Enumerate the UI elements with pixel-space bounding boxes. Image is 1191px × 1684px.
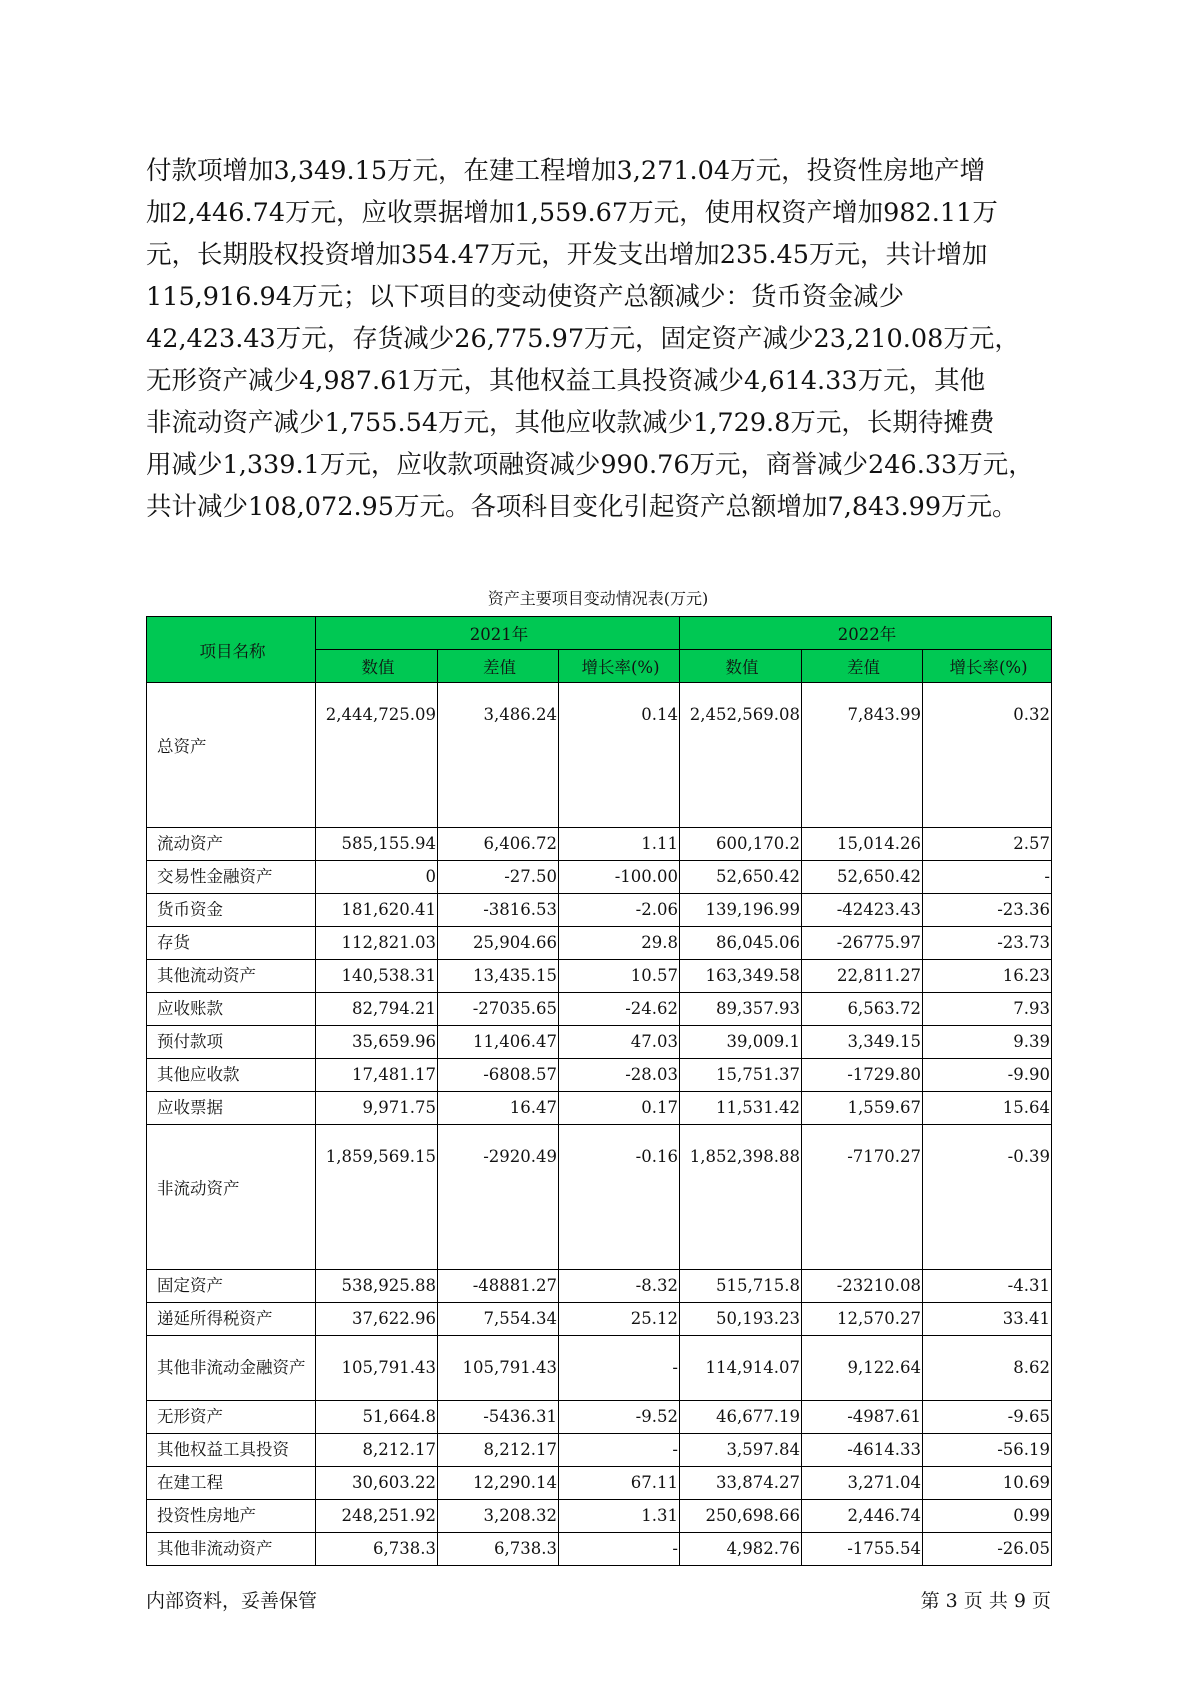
paragraph-line: 非流动资产减少1,755.54万元，其他应收款减少1,729.8万元，长期待摊费 [146, 408, 995, 438]
cell-d21: 6,738.3 [438, 1533, 559, 1566]
row-item-name: 递延所得税资产 [147, 1303, 316, 1336]
cell-g22: 33.41 [923, 1303, 1052, 1336]
row-item-name: 流动资产 [147, 828, 316, 861]
table-row [147, 894, 1052, 927]
table-row [147, 993, 1052, 1026]
row-item-name: 其他权益工具投资 [147, 1434, 316, 1467]
cell-g22: -23.73 [923, 927, 1052, 960]
cell-d22: 15,014.26 [802, 828, 923, 861]
paragraph-line: 共计减少108,072.95万元。各项科目变化引起资产总额增加7,843.99万元。 [146, 492, 1018, 522]
cell-v22: 46,677.19 [680, 1401, 802, 1434]
cell-d21: 105,791.43 [438, 1336, 559, 1401]
cell-g21: - [559, 1336, 680, 1401]
cell-g22: 16.23 [923, 960, 1052, 993]
row-item-name: 应收账款 [147, 993, 316, 1026]
cell-g21: -28.03 [559, 1059, 680, 1092]
cell-g21: 1.11 [559, 828, 680, 861]
cell-v21: 105,791.43 [316, 1336, 438, 1401]
cell-g21: - [559, 1533, 680, 1566]
cell-d22: 9,122.64 [802, 1336, 923, 1401]
cell-v22: 86,045.06 [680, 927, 802, 960]
cell-v21: 2,444,725.09 [316, 683, 438, 828]
row-item-name: 其他非流动金融资产 [147, 1336, 316, 1401]
cell-v21: 181,620.41 [316, 894, 438, 927]
cell-g22: -9.90 [923, 1059, 1052, 1092]
cell-d21: 6,406.72 [438, 828, 559, 861]
cell-g21: 25.12 [559, 1303, 680, 1336]
cell-d22: 2,446.74 [802, 1500, 923, 1533]
cell-g21: -2.06 [559, 894, 680, 927]
cell-d22: 22,811.27 [802, 960, 923, 993]
cell-d22: -23210.08 [802, 1270, 923, 1303]
cell-d21: -48881.27 [438, 1270, 559, 1303]
cell-g22: 2.57 [923, 828, 1052, 861]
cell-v22: 4,982.76 [680, 1533, 802, 1566]
cell-v22: 600,170.2 [680, 828, 802, 861]
cell-d21: 16.47 [438, 1092, 559, 1125]
footer-confidential-note: 内部资料，妥善保管 [146, 1590, 318, 1612]
cell-v22: 3,597.84 [680, 1434, 802, 1467]
cell-v21: 538,925.88 [316, 1270, 438, 1303]
cell-v22: 2,452,569.08 [680, 683, 802, 828]
cell-g22: 15.64 [923, 1092, 1052, 1125]
cell-g22: -23.36 [923, 894, 1052, 927]
cell-v22: 163,349.58 [680, 960, 802, 993]
cell-v21: 0 [316, 861, 438, 894]
cell-d21: 12,290.14 [438, 1467, 559, 1500]
cell-d22: 3,349.15 [802, 1026, 923, 1059]
paragraph-line: 115,916.94万元；以下项目的变动使资产总额减少：货币资金减少 [146, 282, 905, 312]
cell-g21: -9.52 [559, 1401, 680, 1434]
table-row [147, 828, 1052, 861]
cell-g22: - [923, 861, 1052, 894]
table-row [147, 1533, 1052, 1566]
table-row [147, 1434, 1052, 1467]
cell-d22: -26775.97 [802, 927, 923, 960]
cell-d22: 3,271.04 [802, 1467, 923, 1500]
cell-v22: 33,874.27 [680, 1467, 802, 1500]
cell-g22: -56.19 [923, 1434, 1052, 1467]
table-row [147, 1303, 1052, 1336]
header-item-name: 项目名称 [147, 617, 316, 683]
cell-v21: 112,821.03 [316, 927, 438, 960]
cell-v22: 139,196.99 [680, 894, 802, 927]
header-growth-2021: 增长率(%) [559, 650, 680, 683]
cell-v22: 515,715.8 [680, 1270, 802, 1303]
cell-g22: -26.05 [923, 1533, 1052, 1566]
cell-v22: 50,193.23 [680, 1303, 802, 1336]
cell-v21: 585,155.94 [316, 828, 438, 861]
cell-d21: -27035.65 [438, 993, 559, 1026]
cell-v22: 39,009.1 [680, 1026, 802, 1059]
cell-v21: 51,664.8 [316, 1401, 438, 1434]
row-item-name: 其他应收款 [147, 1059, 316, 1092]
row-item-name: 固定资产 [147, 1270, 316, 1303]
table-row [147, 927, 1052, 960]
cell-d21: 7,554.34 [438, 1303, 559, 1336]
cell-d21: -6808.57 [438, 1059, 559, 1092]
paragraph-line: 加2,446.74万元，应收票据增加1,559.67万元，使用权资产增加982.11万 [146, 198, 998, 228]
cell-d22: 12,570.27 [802, 1303, 923, 1336]
header-growth-2022: 增长率(%) [923, 650, 1052, 683]
cell-g22: 0.99 [923, 1500, 1052, 1533]
header-value-2021: 数值 [316, 650, 438, 683]
header-value-2022: 数值 [680, 650, 802, 683]
cell-v22: 250,698.66 [680, 1500, 802, 1533]
header-diff-2021: 差值 [438, 650, 559, 683]
cell-d22: 7,843.99 [802, 683, 923, 828]
table-body [147, 683, 1052, 1566]
paragraph-line: 元，长期股权投资增加354.47万元，开发支出增加235.45万元，共计增加 [146, 240, 988, 270]
cell-d21: 25,904.66 [438, 927, 559, 960]
paragraph-line: 无形资产减少4,987.61万元，其他权益工具投资减少4,614.33万元，其他 [146, 366, 986, 396]
row-item-name: 预付款项 [147, 1026, 316, 1059]
table-row [147, 1125, 1052, 1270]
cell-d21: 11,406.47 [438, 1026, 559, 1059]
cell-g22: 7.93 [923, 993, 1052, 1026]
cell-g21: 47.03 [559, 1026, 680, 1059]
cell-g22: 10.69 [923, 1467, 1052, 1500]
cell-g22: -9.65 [923, 1401, 1052, 1434]
row-item-name: 在建工程 [147, 1467, 316, 1500]
cell-g22: 0.32 [923, 683, 1052, 828]
cell-v21: 8,212.17 [316, 1434, 438, 1467]
cell-g21: 67.11 [559, 1467, 680, 1500]
table-row [147, 1401, 1052, 1434]
table-row [147, 1500, 1052, 1533]
body-paragraph [146, 150, 1046, 528]
row-item-name: 投资性房地产 [147, 1500, 316, 1533]
cell-v21: 140,538.31 [316, 960, 438, 993]
row-item-name: 存货 [147, 927, 316, 960]
header-year-2021: 2021年 [316, 617, 680, 650]
table-row [147, 960, 1052, 993]
cell-g22: -4.31 [923, 1270, 1052, 1303]
cell-d21: -2920.49 [438, 1125, 559, 1270]
cell-v21: 1,859,569.15 [316, 1125, 438, 1270]
cell-d21: -27.50 [438, 861, 559, 894]
cell-g21: -24.62 [559, 993, 680, 1026]
cell-d22: 6,563.72 [802, 993, 923, 1026]
table-row [147, 683, 1052, 828]
cell-v21: 6,738.3 [316, 1533, 438, 1566]
cell-g21: - [559, 1434, 680, 1467]
cell-v22: 15,751.37 [680, 1059, 802, 1092]
cell-d22: -1755.54 [802, 1533, 923, 1566]
paragraph-line: 付款项增加3,349.15万元，在建工程增加3,271.04万元，投资性房地产增 [146, 156, 986, 186]
cell-g21: -100.00 [559, 861, 680, 894]
row-item-name: 总资产 [147, 683, 316, 828]
cell-d22: -42423.43 [802, 894, 923, 927]
cell-d21: 8,212.17 [438, 1434, 559, 1467]
cell-d22: -4987.61 [802, 1401, 923, 1434]
cell-v22: 89,357.93 [680, 993, 802, 1026]
cell-v22: 1,852,398.88 [680, 1125, 802, 1270]
cell-v21: 248,251.92 [316, 1500, 438, 1533]
asset-change-table [146, 616, 1052, 1566]
row-item-name: 其他流动资产 [147, 960, 316, 993]
cell-v21: 30,603.22 [316, 1467, 438, 1500]
cell-v21: 82,794.21 [316, 993, 438, 1026]
cell-g22: 9.39 [923, 1026, 1052, 1059]
cell-g21: 0.14 [559, 683, 680, 828]
cell-d21: -5436.31 [438, 1401, 559, 1434]
cell-v21: 9,971.75 [316, 1092, 438, 1125]
header-diff-2022: 差值 [802, 650, 923, 683]
paragraph-line: 42,423.43万元，存货减少26,775.97万元，固定资产减少23,210.08万元， [146, 324, 1020, 354]
row-item-name: 无形资产 [147, 1401, 316, 1434]
cell-g22: -0.39 [923, 1125, 1052, 1270]
cell-d22: -1729.80 [802, 1059, 923, 1092]
cell-d22: -7170.27 [802, 1125, 923, 1270]
table-row [147, 861, 1052, 894]
cell-v22: 114,914.07 [680, 1336, 802, 1401]
cell-g21: 29.8 [559, 927, 680, 960]
table-row [147, 1092, 1052, 1125]
row-item-name: 应收票据 [147, 1092, 316, 1125]
row-item-name: 非流动资产 [147, 1125, 316, 1270]
cell-d22: -4614.33 [802, 1434, 923, 1467]
header-year-2022: 2022年 [680, 617, 1052, 650]
table-row [147, 1336, 1052, 1401]
cell-v21: 37,622.96 [316, 1303, 438, 1336]
cell-g21: 1.31 [559, 1500, 680, 1533]
cell-d21: -3816.53 [438, 894, 559, 927]
cell-d21: 3,486.24 [438, 683, 559, 828]
table-row [147, 1026, 1052, 1059]
cell-g21: -8.32 [559, 1270, 680, 1303]
row-item-name: 交易性金融资产 [147, 861, 316, 894]
table-row [147, 1270, 1052, 1303]
cell-g21: -0.16 [559, 1125, 680, 1270]
row-item-name: 货币资金 [147, 894, 316, 927]
table-row [147, 1059, 1052, 1092]
cell-v22: 52,650.42 [680, 861, 802, 894]
cell-d21: 13,435.15 [438, 960, 559, 993]
cell-g21: 10.57 [559, 960, 680, 993]
cell-v21: 17,481.17 [316, 1059, 438, 1092]
paragraph-line: 用减少1,339.1万元，应收款项融资减少990.76万元，商誉减少246.33万元， [146, 450, 1034, 480]
cell-v22: 11,531.42 [680, 1092, 802, 1125]
table-row [147, 1467, 1052, 1500]
table-caption: 资产主要项目变动情况表(万元) [487, 589, 709, 608]
cell-d21: 3,208.32 [438, 1500, 559, 1533]
cell-g21: 0.17 [559, 1092, 680, 1125]
cell-g22: 8.62 [923, 1336, 1052, 1401]
footer-page-number: 第 3 页 共 9 页 [920, 1590, 1051, 1612]
cell-v21: 35,659.96 [316, 1026, 438, 1059]
cell-d22: 1,559.67 [802, 1092, 923, 1125]
row-item-name: 其他非流动资产 [147, 1533, 316, 1566]
cell-d22: 52,650.42 [802, 861, 923, 894]
